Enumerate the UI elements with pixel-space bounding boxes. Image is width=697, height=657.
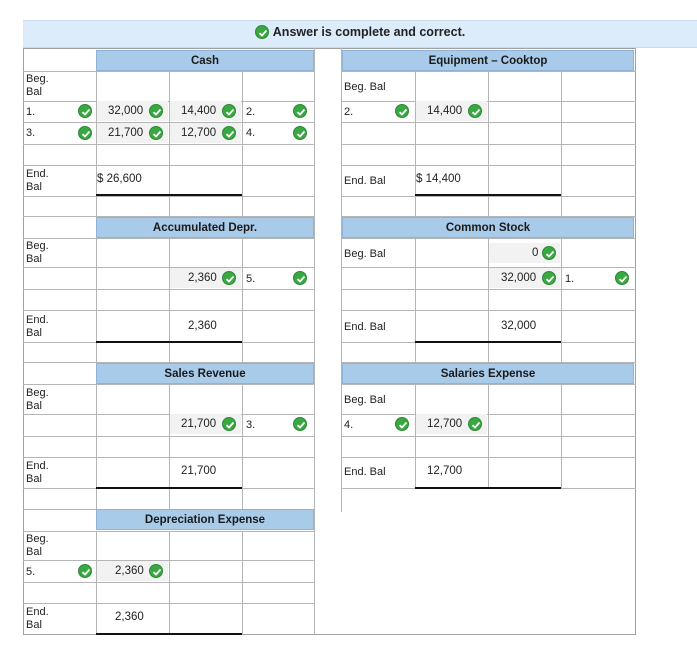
cash-credit-2: 12,700 xyxy=(181,127,217,139)
equipment-debit: 14,400 xyxy=(427,105,463,117)
banner-text: Answer is complete and correct. xyxy=(272,25,466,39)
grid-line xyxy=(96,238,97,362)
column-separator xyxy=(314,48,315,635)
sales-revenue-end-label: End. Bal xyxy=(26,460,49,485)
check-circle-icon xyxy=(293,271,307,285)
check-circle-icon xyxy=(293,417,307,431)
cash-row2-cref: 4. xyxy=(246,127,256,139)
check-circle-icon xyxy=(395,104,409,118)
equipment-end-debit: $ 14,400 xyxy=(416,173,461,185)
salaries-expense-beg-label: Beg. Bal xyxy=(344,394,386,406)
check-circle-icon xyxy=(542,271,556,285)
common-stock-beg-label: Beg. Bal xyxy=(344,248,386,260)
grid-line xyxy=(242,238,243,362)
common-stock-credit: 32,000 xyxy=(501,272,537,284)
accum-depr-end-label: End. Bal xyxy=(26,314,49,339)
grid-line xyxy=(169,238,170,362)
cash-row1-ref: 1. xyxy=(26,106,36,118)
check-circle-icon xyxy=(222,126,236,140)
salaries-expense-underline xyxy=(415,487,561,489)
grid-line xyxy=(561,238,562,362)
grid-line xyxy=(242,71,243,216)
common-stock-cref: 1. xyxy=(565,273,575,285)
check-circle-icon xyxy=(293,126,307,140)
check-circle-icon xyxy=(222,104,236,118)
cash-debit-1: 32,000 xyxy=(108,105,144,117)
cash-beg-label: Beg. Bal xyxy=(26,73,49,98)
accum-depr-underline xyxy=(96,341,242,343)
cash-row2-ref: 3. xyxy=(26,127,36,139)
accum-depr-credit: 2,360 xyxy=(188,272,217,284)
sales-revenue-end-credit: 21,700 xyxy=(181,465,217,477)
depr-expense-end-label: End. Bal xyxy=(26,606,49,631)
check-circle-icon xyxy=(615,271,629,285)
status-banner xyxy=(23,20,697,48)
common-stock-beg-credit: 0 xyxy=(532,247,539,259)
grid-line xyxy=(415,238,416,362)
equipment-end-label: End. Bal xyxy=(344,175,386,187)
status-message xyxy=(23,25,697,39)
cash-debit-2: 21,700 xyxy=(108,127,144,139)
salaries-expense-ref: 4. xyxy=(344,419,354,431)
depr-expense-debit: 2,360 xyxy=(115,565,144,577)
accum-depr-header: Accumulated Depr. xyxy=(96,217,314,238)
cash-end-label: End. Bal xyxy=(26,168,49,193)
common-stock-end-label: End. Bal xyxy=(344,321,386,333)
check-circle-icon xyxy=(468,104,482,118)
salaries-expense-debit: 12,700 xyxy=(427,418,463,430)
grid-line xyxy=(242,384,243,509)
accum-depr-cref: 5. xyxy=(246,273,256,285)
salaries-expense-end-debit: 12,700 xyxy=(427,465,463,477)
accum-depr-end-credit: 2,360 xyxy=(188,320,217,332)
cash-header: Cash xyxy=(96,50,314,71)
check-circle-icon xyxy=(78,104,92,118)
check-circle-icon xyxy=(78,126,92,140)
check-circle-icon xyxy=(222,271,236,285)
equipment-header: Equipment – Cooktop xyxy=(342,50,634,71)
check-circle-icon xyxy=(149,126,163,140)
cash-underline xyxy=(96,194,242,196)
sales-revenue-header: Sales Revenue xyxy=(96,363,314,384)
sales-revenue-cref: 3. xyxy=(246,419,256,431)
grid-line xyxy=(488,384,489,488)
check-circle-icon xyxy=(149,564,163,578)
check-circle-icon xyxy=(395,417,409,431)
accum-depr-beg-label: Beg. Bal xyxy=(26,240,49,265)
grid-line xyxy=(415,384,416,488)
common-stock-end-credit: 32,000 xyxy=(501,320,537,332)
salaries-expense-header: Salaries Expense xyxy=(342,363,634,384)
salaries-expense-end-label: End. Bal xyxy=(344,466,386,478)
sales-revenue-credit: 21,700 xyxy=(181,418,217,430)
depr-expense-underline xyxy=(96,633,242,635)
check-circle-icon xyxy=(542,246,556,260)
check-circle-icon xyxy=(78,564,92,578)
grid-line xyxy=(169,531,170,635)
cash-credit-1: 14,400 xyxy=(181,105,217,117)
column-separator xyxy=(341,48,342,512)
depr-expense-ref: 5. xyxy=(26,566,36,578)
check-circle-icon xyxy=(293,104,307,118)
depr-expense-end-debit: 2,360 xyxy=(115,611,144,623)
grid-line xyxy=(96,531,97,635)
equipment-beg-label: Beg. Bal xyxy=(344,81,386,93)
depr-expense-header: Depreciation Expense xyxy=(96,509,314,530)
grid-line xyxy=(561,71,562,216)
equipment-row-ref: 2. xyxy=(344,106,354,118)
grid-line xyxy=(561,384,562,488)
check-circle-icon xyxy=(468,417,482,431)
check-circle-icon xyxy=(255,25,269,39)
cash-row1-cref: 2. xyxy=(246,106,256,118)
grid-line xyxy=(96,384,97,509)
sales-revenue-underline xyxy=(96,487,242,489)
cash-end-debit: $ 26,600 xyxy=(97,173,142,185)
check-circle-icon xyxy=(222,417,236,431)
grid-line xyxy=(169,384,170,509)
equipment-underline xyxy=(415,194,561,196)
common-stock-header: Common Stock xyxy=(342,217,634,238)
sales-revenue-beg-label: Beg. Bal xyxy=(26,387,49,412)
check-circle-icon xyxy=(149,104,163,118)
common-stock-underline xyxy=(415,341,561,343)
depr-expense-beg-label: Beg. Bal xyxy=(26,533,49,558)
grid-line xyxy=(242,531,243,635)
